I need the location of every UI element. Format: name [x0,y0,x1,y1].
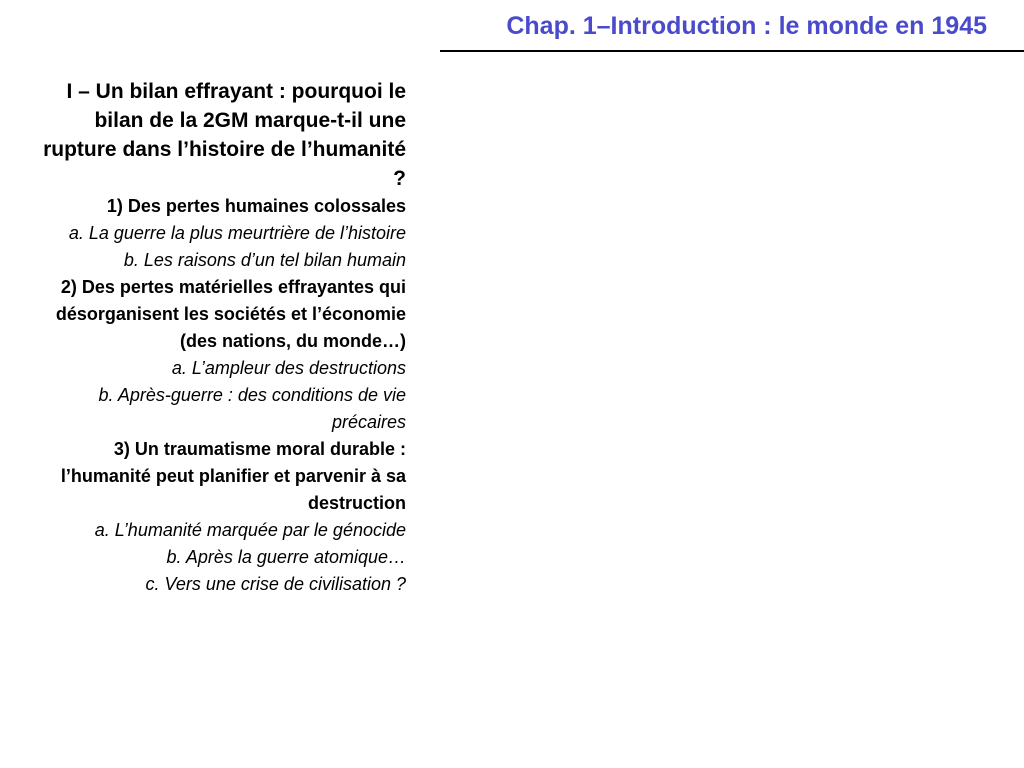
outline-section-1: 1) Des pertes humaines colossales [106,196,406,216]
outline-section-3: 3) Un traumatisme moral durable : l’humanité peut planifier et parvenir à sa destruction [60,439,406,513]
outline-section-2-b: b. Après-guerre : des conditions de vie précaires [98,385,406,432]
outline-heading: I – Un bilan effrayant : pourquoi le bilan de la 2GM marque-t-il une rupture dans l’histoire de l’humanité ? [43,80,406,190]
title-underline [440,50,1024,52]
outline-section-1-a: a. La guerre la plus meurtrière de l’histoire [68,223,406,243]
slide-title: Chap. 1–Introduction : le monde en 1945 [506,12,987,40]
outline-section-2-a: a. L’ampleur des destructions [171,358,406,378]
outline-section-2: 2) Des pertes matérielles effrayantes qui désorganisent les sociétés et l’économie (des nations, du monde…) [55,277,406,351]
outline [34,77,406,598]
outline-section-1-b: b. Les raisons d’un tel bilan humain [123,250,406,270]
outline-section-3-c: c. Vers une crise de civilisation ? [145,574,406,594]
outline-section-3-a: a. L’humanité marquée par le génocide [94,520,406,540]
outline-section-3-b: b. Après la guerre atomique… [166,547,406,567]
